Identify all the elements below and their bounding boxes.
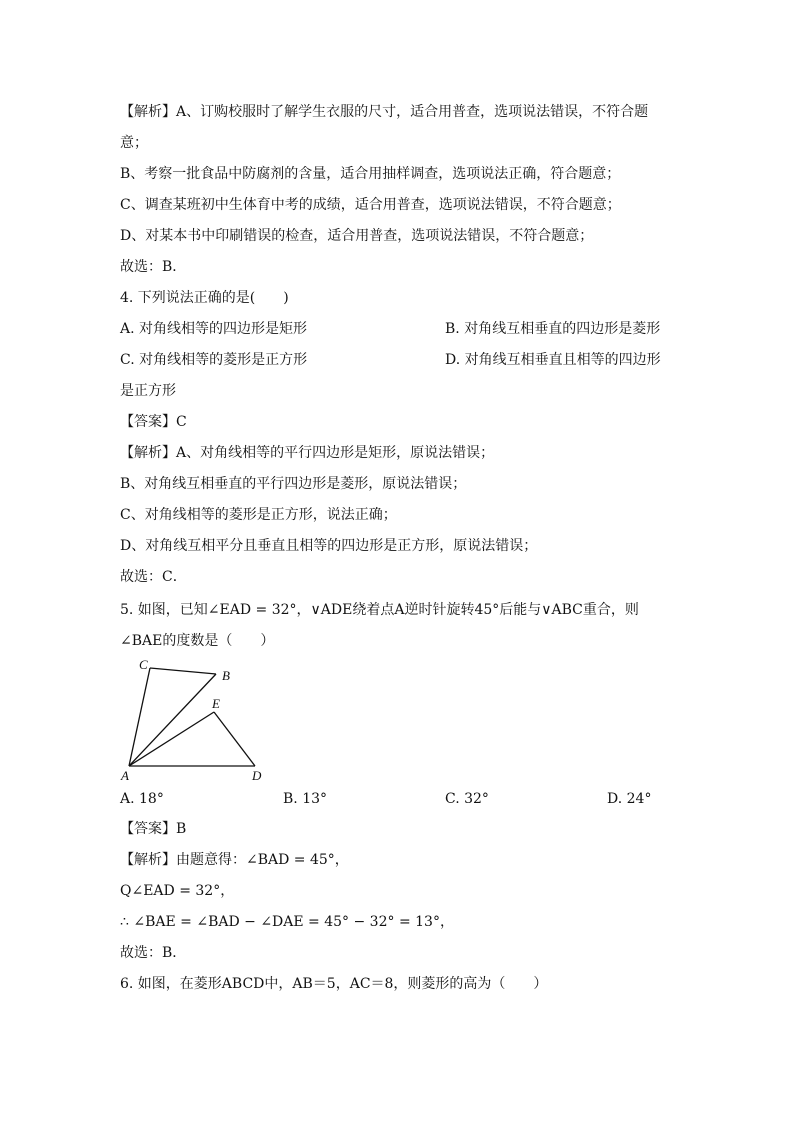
label-b: B: [222, 668, 230, 683]
q4-option-b: B. 对角线互相垂直的四边形是菱形: [445, 321, 661, 337]
q4-analysis-2: B、对角线互相垂直的平行四边形是菱形，原说法错误；: [120, 476, 467, 492]
segment-ae: [129, 712, 214, 766]
q5-analysis-1: 【解析】由题意得：∠BAD = 45°，: [120, 852, 349, 868]
analysis-line-2: 意；: [120, 135, 148, 151]
q4-answer: 【答案】C: [120, 414, 187, 430]
segment-cb: [150, 668, 216, 674]
segment-ac: [129, 668, 150, 766]
rotation-figure: [112, 655, 272, 785]
q4-analysis-4: D、对角线互相平分且垂直且相等的四边形是正方形，原说法错误；: [120, 538, 538, 554]
q4-option-a: A. 对角线相等的四边形是矩形: [120, 321, 308, 337]
q5-analysis-3: ∴ ∠BAE = ∠BAD − ∠DAE = 45° − 32° = 13°，: [120, 914, 454, 930]
q5-analysis-4: 故选：B．: [120, 945, 187, 961]
q5-option-c: C. 32°: [445, 791, 489, 807]
analysis-line-5: D、对某本书中印刷错误的检查，适合用普查，选项说法错误，不符合题意；: [120, 228, 594, 244]
segment-ab: [129, 674, 216, 766]
question-5-stem-2: ∠BAE的度数是（ ）: [120, 633, 275, 649]
analysis-line-3: B、考察一批食品中防腐剂的含量，适合用抽样调查，选项说法正确，符合题意；: [120, 166, 621, 182]
label-c: C: [139, 657, 148, 672]
question-4-stem: 4. 下列说法正确的是( ): [120, 290, 289, 306]
analysis-line-4: C、调查某班初中生体育中考的成绩，适合用普查，选项说法错误，不符合题意；: [120, 197, 621, 213]
analysis-line-1: 【解析】A、订购校服时了解学生衣服的尺寸，适合用普查，选项说法错误，不符合题: [120, 104, 649, 120]
segment-ed: [214, 712, 255, 766]
q5-option-b: B. 13°: [283, 791, 328, 807]
label-e: E: [212, 696, 220, 711]
q4-analysis-1: 【解析】A、对角线相等的平行四边形是矩形，原说法错误；: [120, 445, 495, 461]
q5-answer: 【答案】B: [120, 821, 187, 837]
label-d: D: [252, 768, 262, 783]
geometry-diagram: [112, 655, 272, 785]
choice-line: 故选：B．: [120, 259, 187, 275]
q4-option-d: D. 对角线互相垂直且相等的四边形: [445, 352, 661, 368]
q4-analysis-3: C、对角线相等的菱形是正方形，说法正确；: [120, 507, 397, 523]
question-5-stem-1: 5. 如图，已知∠EAD = 32°，∨ADE绕着点A逆时针旋转45°后能与∨ABC重合，则: [120, 602, 639, 618]
q5-option-d: D. 24°: [607, 791, 652, 807]
q4-analysis-5: 故选：C．: [120, 569, 187, 585]
q4-option-d-continued: 是正方形: [120, 383, 176, 399]
q5-analysis-2: Q∠EAD = 32°，: [120, 883, 235, 899]
label-a: A: [121, 768, 129, 783]
question-6-stem: 6. 如图，在菱形ABCD中，AB＝5，AC＝8，则菱形的高为（ ）: [120, 976, 548, 992]
q5-option-a: A. 18°: [120, 791, 164, 807]
q4-option-c: C. 对角线相等的菱形是正方形: [120, 352, 308, 368]
